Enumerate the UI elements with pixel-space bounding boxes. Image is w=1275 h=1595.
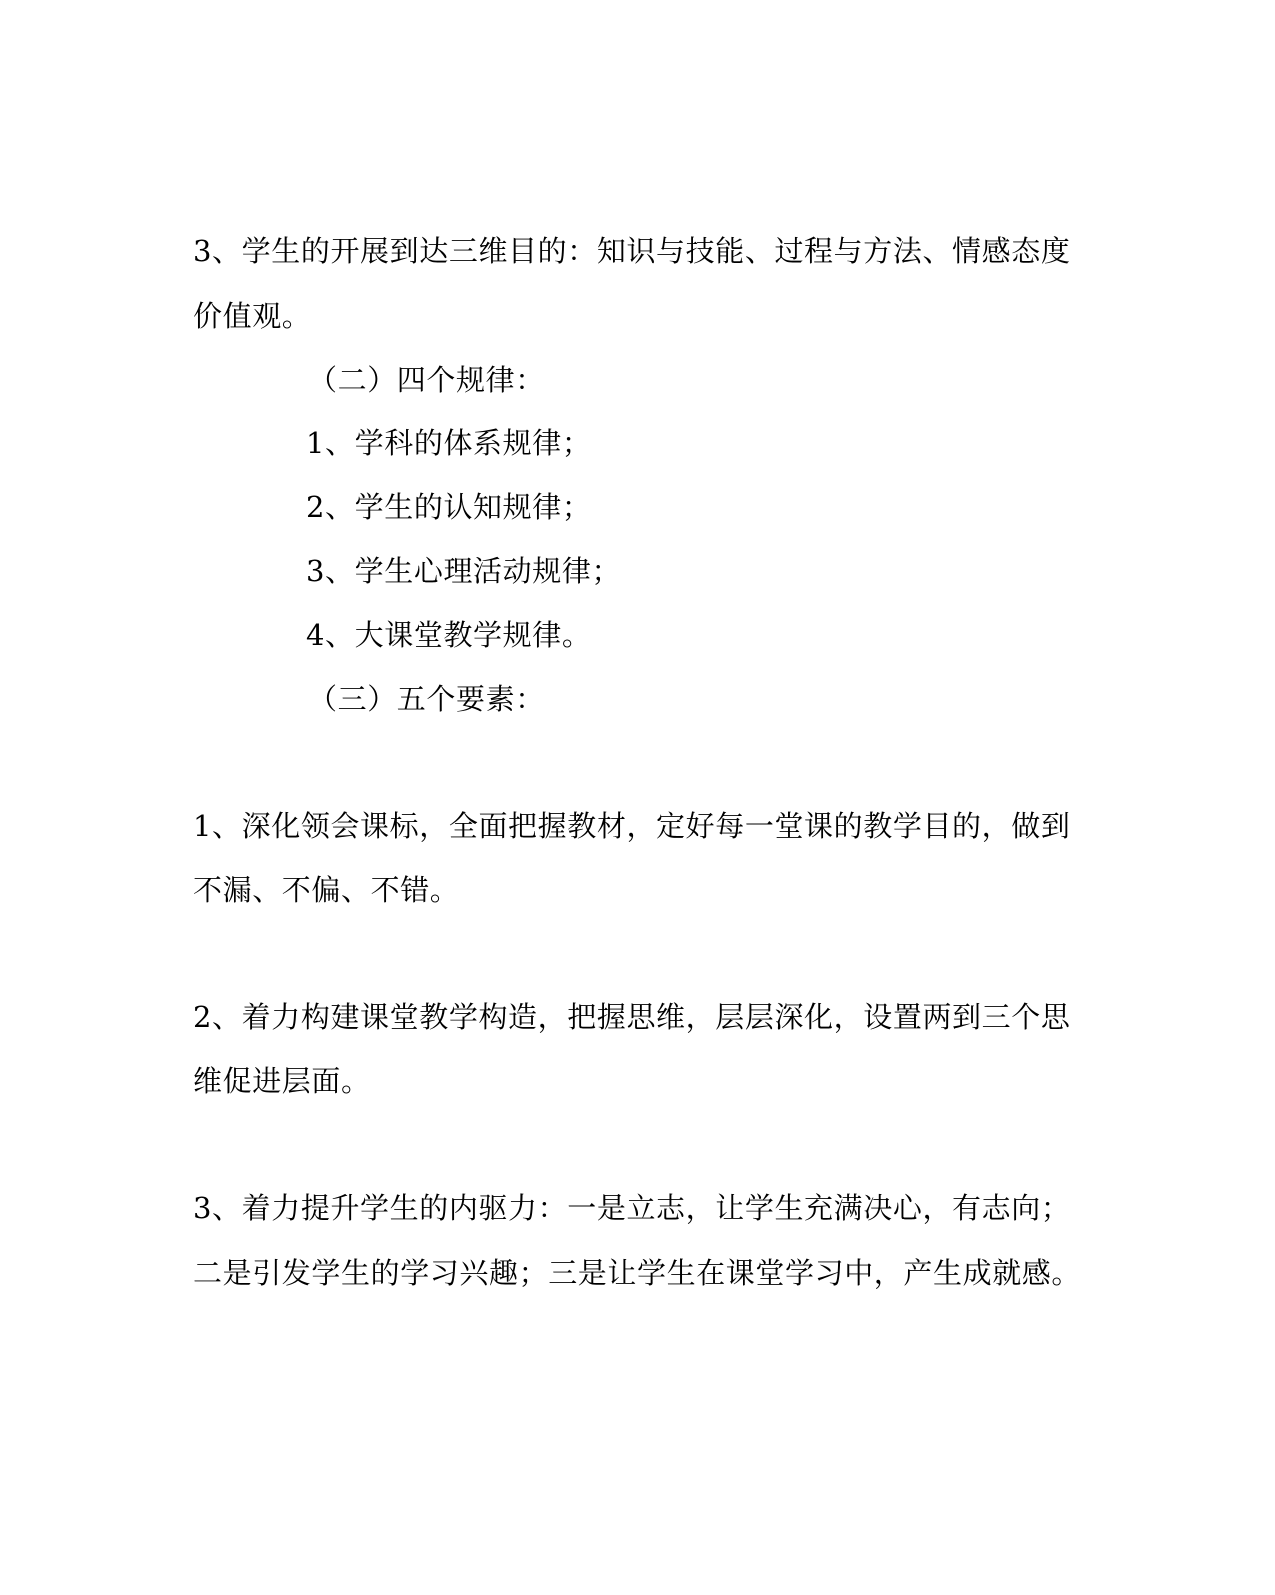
paragraph-element-2-line-2: 维促进层面。	[193, 1064, 371, 1098]
paragraph-goals-line-1: 3、学生的开展到达三维目的：知识与技能、过程与方法、情感态度	[193, 234, 1071, 268]
paragraph-element-1-line-2: 不漏、不偏、不错。	[193, 873, 460, 907]
paragraph-element-3-line-1: 3、着力提升学生的内驱力：一是立志，让学生充满决心，有志向；	[193, 1191, 1071, 1225]
section-heading-five-elements: （三）五个要素：	[308, 682, 545, 716]
paragraph-goals-line-2: 价值观。	[193, 299, 312, 333]
paragraph-element-2-line-1: 2、着力构建课堂教学构造，把握思维，层层深化，设置两到三个思	[193, 1000, 1071, 1034]
list-item-law-4: 4、大课堂教学规律。	[306, 618, 592, 652]
list-item-law-1: 1、学科的体系规律；	[306, 426, 592, 460]
list-item-law-3: 3、学生心理活动规律；	[306, 554, 622, 588]
paragraph-element-1-line-1: 1、深化领会课标，全面把握教材，定好每一堂课的教学目的，做到	[193, 809, 1071, 843]
paragraph-element-3-line-2: 二是引发学生的学习兴趣；三是让学生在课堂学习中，产生成就感。	[193, 1256, 1082, 1290]
section-heading-four-laws: （二）四个规律：	[308, 363, 545, 397]
list-item-law-2: 2、学生的认知规律；	[306, 490, 592, 524]
